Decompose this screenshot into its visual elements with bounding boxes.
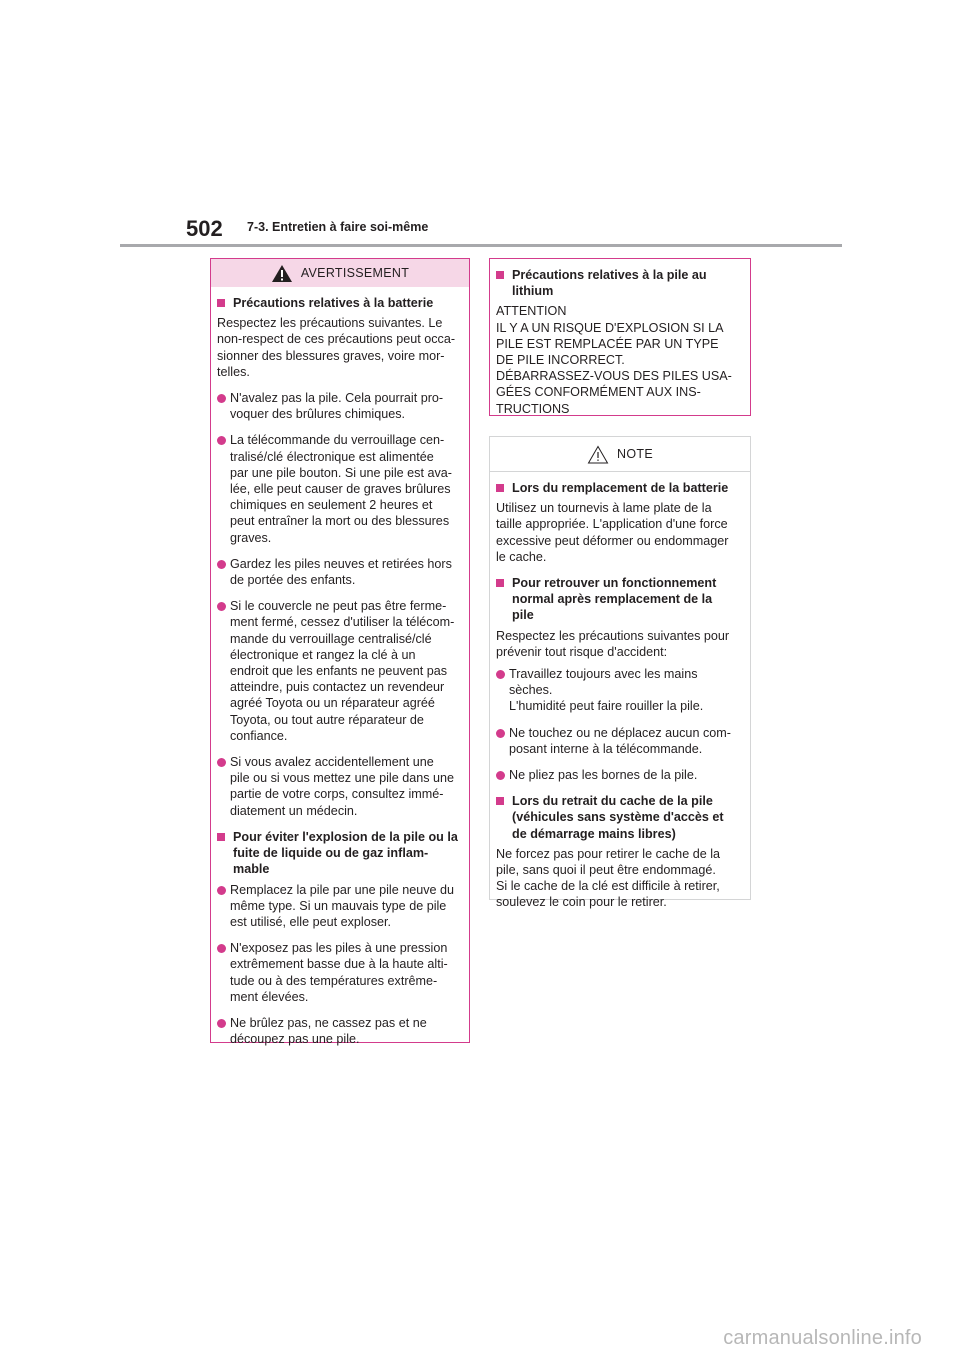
note-heading-cover-removal: Lors du retrait du cache de la pile (véhicules sans système d'accès et de démarrage mains libres): [496, 793, 744, 842]
note-box: [489, 436, 751, 910]
warning-box-title: AVERTISSEMENT: [300, 265, 410, 280]
caution-triangle-icon: [587, 445, 609, 464]
square-bullet-icon: [496, 579, 504, 587]
square-bullet-icon: [496, 797, 504, 805]
square-bullet-icon: [217, 299, 225, 307]
list-item: Ne brûlez pas, ne cassez pas et ne découpez pas une pile.: [217, 1015, 463, 1047]
note-box-header: [490, 437, 750, 472]
warning-heading-explosion: Pour éviter l'explosion de la pile ou la fuite de liquide ou de gaz inflam- mable: [217, 829, 463, 878]
warning-box-header: [211, 259, 469, 287]
circle-bullet-icon: [217, 1019, 226, 1028]
circle-bullet-icon: [217, 944, 226, 953]
circle-bullet-icon: [496, 771, 505, 780]
list-item: N'avalez pas la pile. Cela pourrait pro- voquer des brûlures chimiques.: [217, 390, 463, 422]
lithium-text: ATTENTION IL Y A UN RISQUE D'EXPLOSION SI LA PILE EST REMPLACÉE PAR UN TYPE DE PILE INCORRECT. DÉBARRASSEZ-VOUS DES PILES USA- GÉES CONFORMÉMENT AUX INS- TRUCTIONS: [496, 304, 732, 416]
circle-bullet-icon: [217, 886, 226, 895]
section-title: 7-3. Entretien à faire soi-même: [247, 220, 429, 234]
square-bullet-icon: [496, 271, 504, 279]
square-bullet-icon: [496, 484, 504, 492]
list-item: Travaillez toujours avec les mains sèches. L'humidité peut faire rouiller la pile.: [496, 666, 744, 715]
list-item: Gardez les piles neuves et retirées hors de portée des enfants.: [217, 556, 463, 588]
list-item: Ne touchez ou ne déplacez aucun com- posant interne à la télécommande.: [496, 725, 744, 757]
circle-bullet-icon: [496, 729, 505, 738]
circle-bullet-icon: [496, 670, 505, 679]
circle-bullet-icon: [217, 436, 226, 445]
list-item: La télécommande du verrouillage cen- tralisé/clé électronique est alimentée par une pile bouton. Si une pile est ava- lée, elle peut causer de graves brûlures chimiques en seulement 2 heures et peut entraîner la mort ou des blessures graves.: [217, 432, 463, 545]
list-item: Remplacez la pile par une pile neuve du même type. Si un mauvais type de pile est utilisé, elle peut exploser.: [217, 882, 463, 931]
warning-box: [210, 258, 470, 1047]
page-number: 502: [186, 216, 223, 241]
note-text-normal-operation: Respectez les précautions suivantes pour prévenir tout risque d'accident:: [496, 628, 730, 659]
note-box-title: NOTE: [617, 446, 653, 461]
warning-triangle-icon: [271, 264, 293, 283]
list-item: Si le couvercle ne peut pas être ferme- ment fermé, cessez d'utiliser la télécom- mande du verrouillage centralisé/clé électronique et rangez la clé à un endroit que les enfants ne peuvent pas atteindre, puis contactez un revendeur agréé Toyota ou un réparateur agréé Toyota, ou tout autre réparateur de confiance.: [217, 598, 463, 744]
note-text-cover-removal: Ne forcez pas pour retirer le cache de la pile, sans quoi il peut être endommagé. Si le cache de la clé est difficile à retirer, soulevez le coin pour le retirer.: [496, 846, 721, 910]
note-text-replacement: Utilisez un tournevis à lame plate de la taille appropriée. L'application d'une force excessive peut déformer ou endommager le cache.: [496, 501, 729, 564]
warning-intro: Respectez les précautions suivantes. Le non-respect de ces précautions peut occa- sionner des blessures graves, voire mor- telles.: [217, 316, 456, 379]
square-bullet-icon: [217, 833, 225, 841]
list-item: Si vous avalez accidentellement une pile ou si vous mettez une pile dans une partie de votre corps, consultez immé- diatement un médecin.: [217, 754, 463, 819]
note-heading-replacement: Lors du remplacement de la batterie: [496, 480, 744, 496]
lithium-heading: Précautions relatives à la pile au lithium: [496, 267, 744, 299]
circle-bullet-icon: [217, 602, 226, 611]
warning-heading-battery: Précautions relatives à la batterie: [217, 295, 463, 311]
list-item: Ne pliez pas les bornes de la pile.: [496, 767, 744, 783]
header-rule: [120, 244, 842, 247]
lithium-box: [489, 258, 751, 416]
watermark: carmanualsonline.info: [723, 1327, 922, 1349]
circle-bullet-icon: [217, 394, 226, 403]
circle-bullet-icon: [217, 758, 226, 767]
circle-bullet-icon: [217, 560, 226, 569]
note-heading-normal-operation: Pour retrouver un fonctionnement normal après remplacement de la pile: [496, 575, 744, 624]
list-item: N'exposez pas les piles à une pression extrêmement basse due à la haute alti- tude ou à des températures extrême- ment élevées.: [217, 940, 463, 1005]
